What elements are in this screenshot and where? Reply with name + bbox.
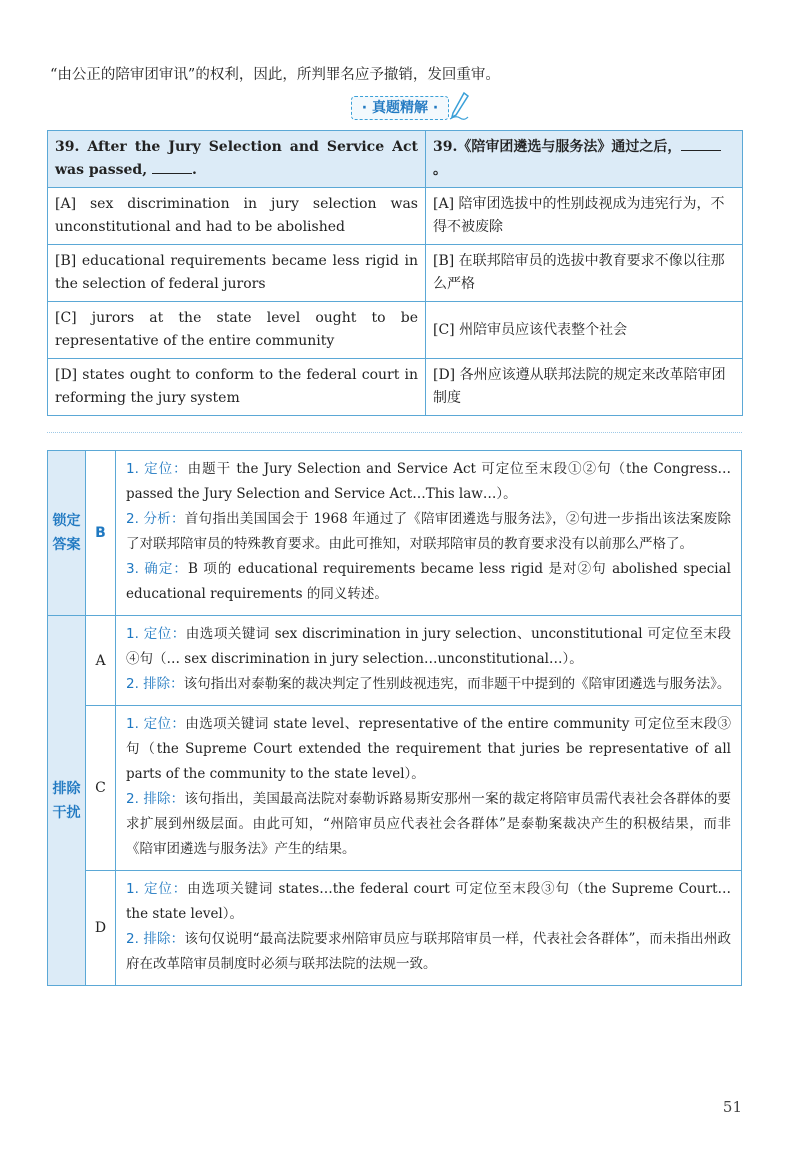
- distractor-row-a: [48, 616, 742, 706]
- dotted-divider: [47, 432, 742, 433]
- answer-explanation: [116, 451, 742, 616]
- distractor-row-d: [48, 871, 742, 986]
- analysis-step: 1. 定位：由选项关键词 state level、representative of the entire community 可定位至末段③句（the Supreme Court extended the requirement that juries be representative of all parts of the community to the state level）。: [126, 716, 732, 782]
- distractor-letter: A: [86, 616, 116, 706]
- distractor-letter: C: [86, 706, 116, 871]
- question-stem-row: [48, 131, 743, 188]
- option-en: [C] jurors at the state level ought to be representative of the entire community: [48, 302, 426, 359]
- option-cn: [B] 在联邦陪审员的选拔中教育要求不像以往那么严格: [426, 245, 743, 302]
- banner-label: · 真题精解 ·: [361, 100, 439, 116]
- option-cn: [A] 陪审团选拔中的性别歧视成为违宪行为，不得不被废除: [426, 188, 743, 245]
- option-cn: [D] 各州应该遵从联邦法院的规定来改革陪审团制度: [426, 359, 743, 416]
- answer-letter: B: [86, 451, 116, 616]
- analysis-step: 1. 定位：由题干 the Jury Selection and Service Act 可定位至末段①②句（the Congress… passed the Jury Selection and Service Act…This law…）。: [126, 461, 732, 502]
- option-row: [48, 359, 743, 416]
- question-table: [47, 130, 743, 416]
- analysis-step: 2. 排除：该句仅说明“最高法院要求州陪审员应与联邦陪审员一样，代表社会各群体”，而未指出州政府在改革陪审员制度时必须与联邦法院的法规一致。: [126, 931, 731, 972]
- section-banner: [0, 96, 800, 124]
- option-row: [48, 188, 743, 245]
- analysis-step: 2. 排除：该句指出对泰勒案的裁决判定了性别歧视违宪，而非题干中提到的《陪审团遴选与服务法》。: [126, 676, 731, 692]
- distractor-explanation: [116, 616, 742, 706]
- distractor-row-c: [48, 706, 742, 871]
- intro-paragraph: “由公正的陪审团审讯”的权利，因此，所判罪名应予撤销，发回重审。: [50, 67, 500, 83]
- answer-row: [48, 451, 742, 616]
- option-cn: [C] 州陪审员应该代表整个社会: [426, 302, 743, 359]
- distractor-category-label: 排除干扰: [48, 616, 86, 986]
- distractor-letter: D: [86, 871, 116, 986]
- option-row: [48, 245, 743, 302]
- option-en: [A] sex discrimination in jury selection was unconstitutional and had to be abolished: [48, 188, 426, 245]
- distractor-explanation: [116, 706, 742, 871]
- option-en: [B] educational requirements became less rigid in the selection of federal jurors: [48, 245, 426, 302]
- distractor-explanation: [116, 871, 742, 986]
- analysis-table: [47, 450, 742, 986]
- answer-category-label: 锁定答案: [48, 451, 86, 616]
- analysis-step: 3. 确定：B 项的 educational requirements became less rigid 是对②句 abolished special educational requirements 的同义转述。: [126, 561, 731, 602]
- option-en: [D] states ought to conform to the federal court in reforming the jury system: [48, 359, 426, 416]
- analysis-step: 2. 排除：该句指出，美国最高法院对泰勒诉路易斯安那州一案的裁定将陪审员需代表社会各群体的要求扩展到州级层面。由此可知，“州陪审员应代表社会各群体”是泰勒案裁决产生的积极结果，而非《陪审团遴选与服务法》产生的结果。: [126, 791, 732, 857]
- question-stem-en: 39. After the Jury Selection and Service Act was passed, .: [48, 131, 426, 188]
- pen-icon: [448, 91, 470, 121]
- analysis-step: 2. 分析：首句指出美国国会于 1968 年通过了《陪审团遴选与服务法》，②句进一步指出该法案废除了对联邦陪审员的特殊教育要求。由此可推知，对联邦陪审员的教育要求没有以前那么严格了。: [126, 511, 731, 552]
- analysis-step: 1. 定位：由选项关键词 sex discrimination in jury selection、unconstitutional 可定位至末段④句（… sex discrimination in jury selection…unconstitutional…）。: [126, 626, 731, 667]
- page-number: 51: [722, 1098, 742, 1116]
- question-stem-cn: 39.《陪审团遴选与服务法》通过之后，。: [426, 131, 743, 188]
- analysis-step: 1. 定位：由选项关键词 states…the federal court 可定位至末段③句（the Supreme Court… the state level）。: [126, 881, 731, 922]
- option-row: [48, 302, 743, 359]
- banner-label-box: [351, 96, 449, 120]
